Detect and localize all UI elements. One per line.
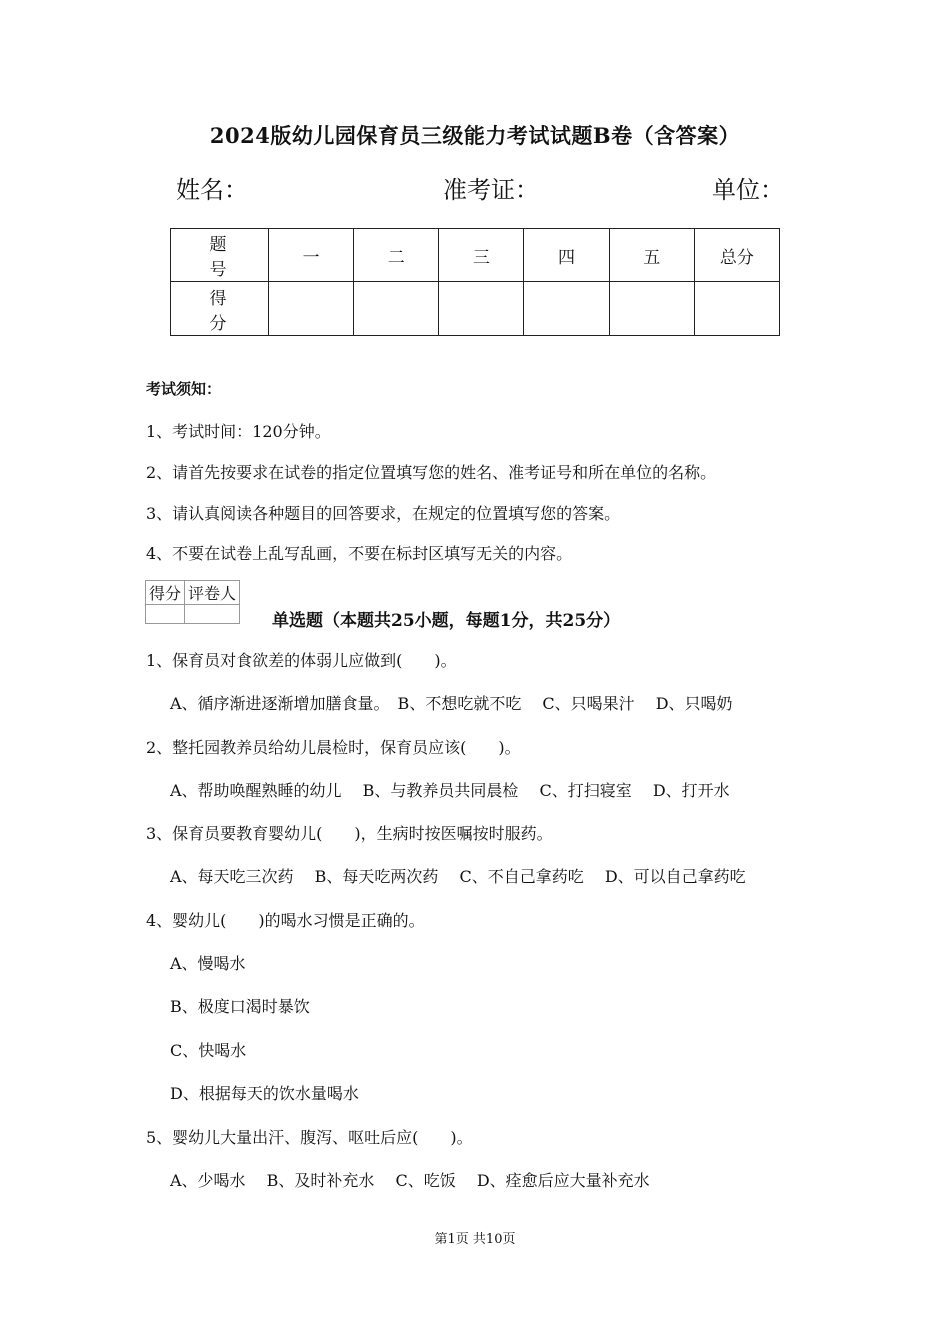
notice-item: 4、不要在试卷上乱写乱画，不要在标封区填写无关的内容。 [146,544,573,563]
grader-name-label: 评卷人 [185,581,240,605]
option-item: D、根据每天的饮水量喝水 [170,1084,359,1103]
score-cell[interactable] [269,282,354,336]
question-number-label: 题 号 [171,229,269,282]
question-stem: 4、婴幼儿( )的喝水习惯是正确的。 [146,911,425,930]
score-cell[interactable] [609,282,694,336]
grader-name-cell[interactable] [185,605,240,624]
page-title: 2024版幼儿园保育员三级能力考试试题B卷（含答案） [209,123,741,148]
exam-id-field-label: 准考证： [443,176,539,204]
question-stem: 2、整托园教养员给幼儿晨检时，保育员应该( )。 [146,738,521,757]
section-title: 单选题（本题共25小题，每题1分，共25分） [272,611,621,631]
unit-field-label: 单位： [712,176,784,204]
notice-item: 1、考试时间：120分钟。 [146,422,331,441]
question-options: A、少喝水 B、及时补充水 C、吃饭 D、痊愈后应大量补充水 [170,1171,650,1190]
name-field-label: 姓名： [176,176,248,204]
score-label: 得 分 [171,282,269,336]
question-stem: 1、保育员对食欲差的体弱儿应做到( )。 [146,651,457,670]
score-table-header-row [171,229,780,282]
column-header: 四 [524,229,609,282]
score-table [170,228,780,336]
grader-box-entry-row [146,605,240,624]
question-stem: 5、婴幼儿大量出汗、腹泻、呕吐后应( )。 [146,1128,473,1147]
page-footer: 第1页 共10页 [434,1232,516,1247]
question-options: A、每天吃三次药 B、每天吃两次药 C、不自己拿药吃 D、可以自己拿药吃 [170,867,746,886]
column-header: 一 [269,229,354,282]
notice-heading: 考试须知： [146,380,222,398]
score-cell[interactable] [694,282,779,336]
option-item: B、极度口渴时暴饮 [170,997,310,1016]
score-cell[interactable] [524,282,609,336]
notice-item: 2、请首先按要求在试卷的指定位置填写您的姓名、准考证号和所在单位的名称。 [146,463,717,482]
grader-score-cell[interactable] [146,605,185,624]
column-header: 总分 [694,229,779,282]
option-item: A、慢喝水 [170,954,246,973]
option-item: C、快喝水 [170,1041,247,1060]
grader-score-label: 得分 [146,581,185,605]
grader-box-header-row [146,581,240,605]
score-cell[interactable] [439,282,524,336]
score-table-score-row [171,282,780,336]
column-header: 三 [439,229,524,282]
notice-item: 3、请认真阅读各种题目的回答要求，在规定的位置填写您的答案。 [146,504,621,523]
question-options: A、帮助唤醒熟睡的幼儿 B、与教养员共同晨检 C、打扫寝室 D、打开水 [170,781,730,800]
question-options: A、循序渐进逐渐增加膳食量。 B、不想吃就不吃 C、只喝果汁 D、只喝奶 [170,694,733,713]
grader-box [145,580,240,624]
column-header: 五 [609,229,694,282]
column-header: 二 [354,229,439,282]
question-stem: 3、保育员要教育婴幼儿( )，生病时按医嘱按时服药。 [146,824,553,843]
score-cell[interactable] [354,282,439,336]
